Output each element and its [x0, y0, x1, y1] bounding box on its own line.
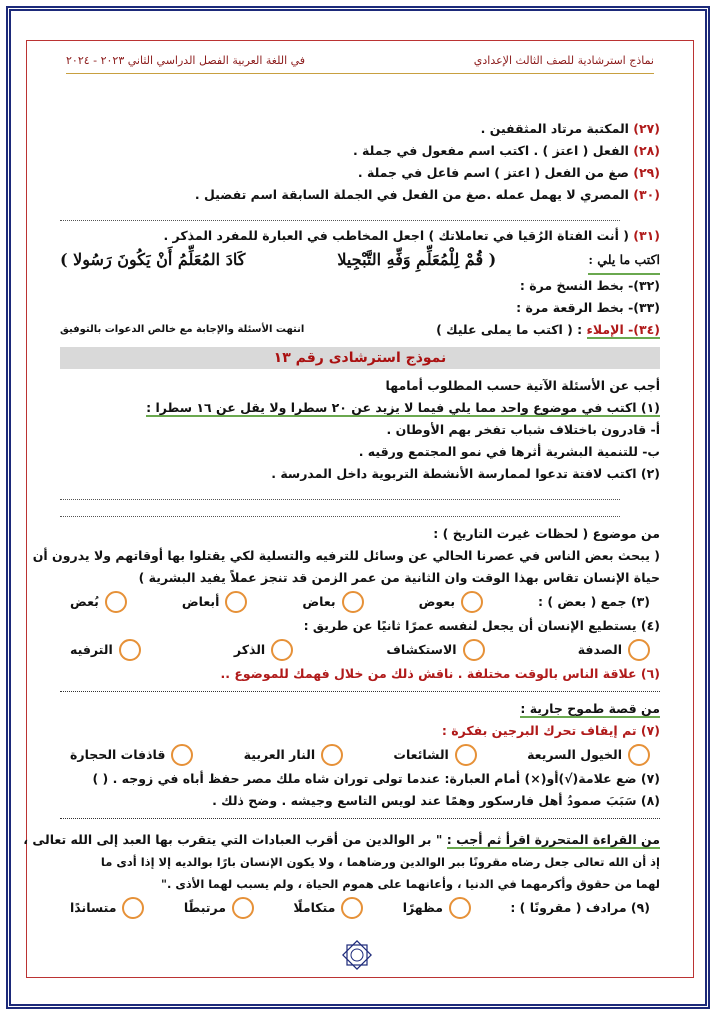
radio-circle-icon[interactable]	[455, 744, 477, 766]
q7-option[interactable]: الشائعات	[393, 742, 476, 768]
poem-part-a: ( قُمْ لِلْمُعَلِّمِ وَفِّهِ التَّبْجِيلا	[337, 250, 497, 269]
q4-label: (٤) يستطيع الإنسان أن يجعل لنفسه عمرًا ثانيًا عن طريق :	[303, 618, 660, 633]
q9-row	[60, 895, 660, 921]
q4-option[interactable]: الذكر	[234, 637, 293, 663]
q4-row	[60, 637, 660, 663]
radio-circle-icon[interactable]	[341, 897, 363, 919]
question-30: (٣٠) المصري لا يهمل عمله .صغ من الفعل في الجملة السابقة اسم تفضيل .	[194, 187, 660, 202]
q7-option[interactable]: قاذفات الحجارة	[70, 742, 193, 768]
question-6: (٦) علاقة الناس بالوقت مختلفة . ناقش ذلك من خلال فهمك للموضوع ..	[220, 666, 660, 681]
page-header	[66, 54, 654, 70]
radio-circle-icon[interactable]	[171, 744, 193, 766]
q3-option[interactable]: بُعض	[70, 589, 127, 615]
q9-option[interactable]: مظهرًا	[403, 895, 471, 921]
q7-label: (٧) تم إيقاف تحرك البرجين بفكرة :	[441, 723, 660, 738]
radio-circle-icon[interactable]	[225, 591, 247, 613]
q4-option[interactable]: الاستكشاف	[386, 637, 484, 663]
poem-part-b: كَادَ المُعَلِّمُ أَنْ يَكُونَ رَسُولا )	[60, 250, 246, 269]
radio-circle-icon[interactable]	[321, 744, 343, 766]
end-note: انتهت الأسئلة والإجابة مع خالص الدعوات بالتوفيق	[60, 324, 305, 335]
question-29: (٢٩) صغ من الفعل ( اعتز ) اسم فاعل في جملة .	[357, 165, 660, 180]
q4-option[interactable]: الترفيه	[70, 637, 141, 663]
essay-b: ب- للتنمية البشرية أثرها في نمو المجتمع ورقيه .	[358, 444, 660, 459]
q3-option[interactable]: بعاض	[302, 589, 363, 615]
q9-label: (٩) مرادف ( مقرونًا ) :	[510, 900, 650, 915]
radio-circle-icon[interactable]	[105, 591, 127, 613]
q9-option[interactable]: متساندًا	[70, 895, 144, 921]
reading-p2: إذ أن الله تعالى جعل رضاه مقرونًا ببر الوالدين ورضاهما ، ولا يكون الإنسان بارًا بوالديه إلا إذا أدى ما	[100, 855, 660, 869]
question-34: (٣٤)- الإملاء : ( اكتب ما يملى عليك ) انتهت الأسئلة والإجابة مع خالص الدعوات بالتوفيق	[60, 319, 660, 341]
question-28: (٢٨) الفعل ( اعتز ) . اكتب اسم مفعول في جملة .	[352, 143, 660, 158]
essay-q2: (٢) اكتب لافتة تدعوا لممارسة الأنشطة التربوية داخل المدرسة .	[271, 466, 660, 481]
reading-head: من القراءة المتحررة اقرأ ثم أجب : " بر الوالدين من أقرب العبادات التي يتقرب بها العبد إلى الله تعالى ،	[23, 832, 660, 847]
q7-row	[60, 742, 660, 768]
q3-option[interactable]: أبعاض	[182, 589, 248, 615]
write-label: اكتب ما يلي :	[588, 247, 660, 275]
instruction: أجب عن الأسئلة الآتية حسب المطلوب أمامها	[385, 378, 660, 393]
question-31: (٣١) ( أنت الفتاة الرُقيا في تعاملاتك ) اجعل المخاطب في العبارة للمفرد المذكر .	[163, 228, 660, 243]
topic-p1: ( يبحث بعض الناس في عصرنا الحالي عن وسائل للترفيه والتسلية لكي يقتلوا بها أوقاتهم ولا يدرون أن	[32, 548, 660, 563]
essay-q1: (١) اكتب في موضوع واحد مما يلي فيما لا يزيد عن ٢٠ سطرا ولا يقل عن ١٦ سطرا :	[146, 400, 660, 415]
answer-line	[60, 208, 620, 221]
q4-option[interactable]: الصدفة	[578, 637, 650, 663]
question-32: (٣٢)- بخط النسخ مرة :	[519, 278, 660, 293]
model-title: نموذج استرشادى رقم ١٣	[60, 347, 660, 369]
q3-row	[60, 589, 660, 615]
topic-p2: حياة الإنسان تقاس بهذا الوقت وان الثانية من عمر الزمن قد تنجز عملاً يفيد البشرية )	[138, 570, 660, 585]
header-divider	[66, 73, 654, 74]
radio-circle-icon[interactable]	[122, 897, 144, 919]
poem-line	[60, 247, 660, 275]
page-emblem-icon	[340, 938, 374, 972]
essay-a: أ- قادرون باختلاف شباب تفخر بهم الأوطان .	[386, 422, 660, 437]
answer-line	[60, 487, 620, 500]
radio-circle-icon[interactable]	[119, 639, 141, 661]
radio-circle-icon[interactable]	[449, 897, 471, 919]
q7b: (٧) ضع علامة(√)أو(×) أمام العبارة: عندما تولى توران شاه ملك مصر حفظ أباه في زوجه . ( )	[92, 771, 660, 786]
q3-option[interactable]: بعوض	[419, 589, 483, 615]
q9-option[interactable]: مرتبطًا	[184, 895, 254, 921]
topic-title: من موضوع ( لحظات غيرت التاريخ ) :	[433, 526, 660, 541]
answer-line	[60, 504, 620, 517]
divider	[60, 691, 660, 692]
divider	[60, 818, 660, 819]
radio-circle-icon[interactable]	[461, 591, 483, 613]
q3-label: (٣) جمع ( بعض ) :	[538, 594, 650, 609]
header-title: نماذج استرشادية للصف الثالث الإعدادي	[473, 54, 654, 67]
question-33: (٣٣)- بخط الرقعة مرة :	[516, 300, 660, 315]
radio-circle-icon[interactable]	[342, 591, 364, 613]
q7-option[interactable]: النار العربية	[244, 742, 344, 768]
radio-circle-icon[interactable]	[463, 639, 485, 661]
radio-circle-icon[interactable]	[271, 639, 293, 661]
q9-option[interactable]: متكاملًا	[293, 895, 363, 921]
radio-circle-icon[interactable]	[628, 639, 650, 661]
exam-content	[23, 118, 660, 921]
story-title: من قصة طموح جارية :	[520, 701, 660, 716]
reading-p3: لهما من حقوق وأكرمهما في الدنيا ، وأعانهما على هموم الحياة ، ولم يسبب لهما الأذى ."	[160, 877, 660, 891]
radio-circle-icon[interactable]	[232, 897, 254, 919]
radio-circle-icon[interactable]	[628, 744, 650, 766]
header-subtitle: في اللغة العربية الفصل الدراسي الثاني ٢٠٢٣ - ٢٠٢٤	[66, 54, 306, 67]
q7-option[interactable]: الخيول السريعة	[527, 742, 650, 768]
question-27: (٢٧) المكتبة مرتاد المثقفين .	[480, 121, 660, 136]
q8: (٨) سَبَبَ صمودُ أهل فارسكور وهمًا عند لويس التاسع وجيشه . وضح ذلك .	[212, 793, 660, 808]
